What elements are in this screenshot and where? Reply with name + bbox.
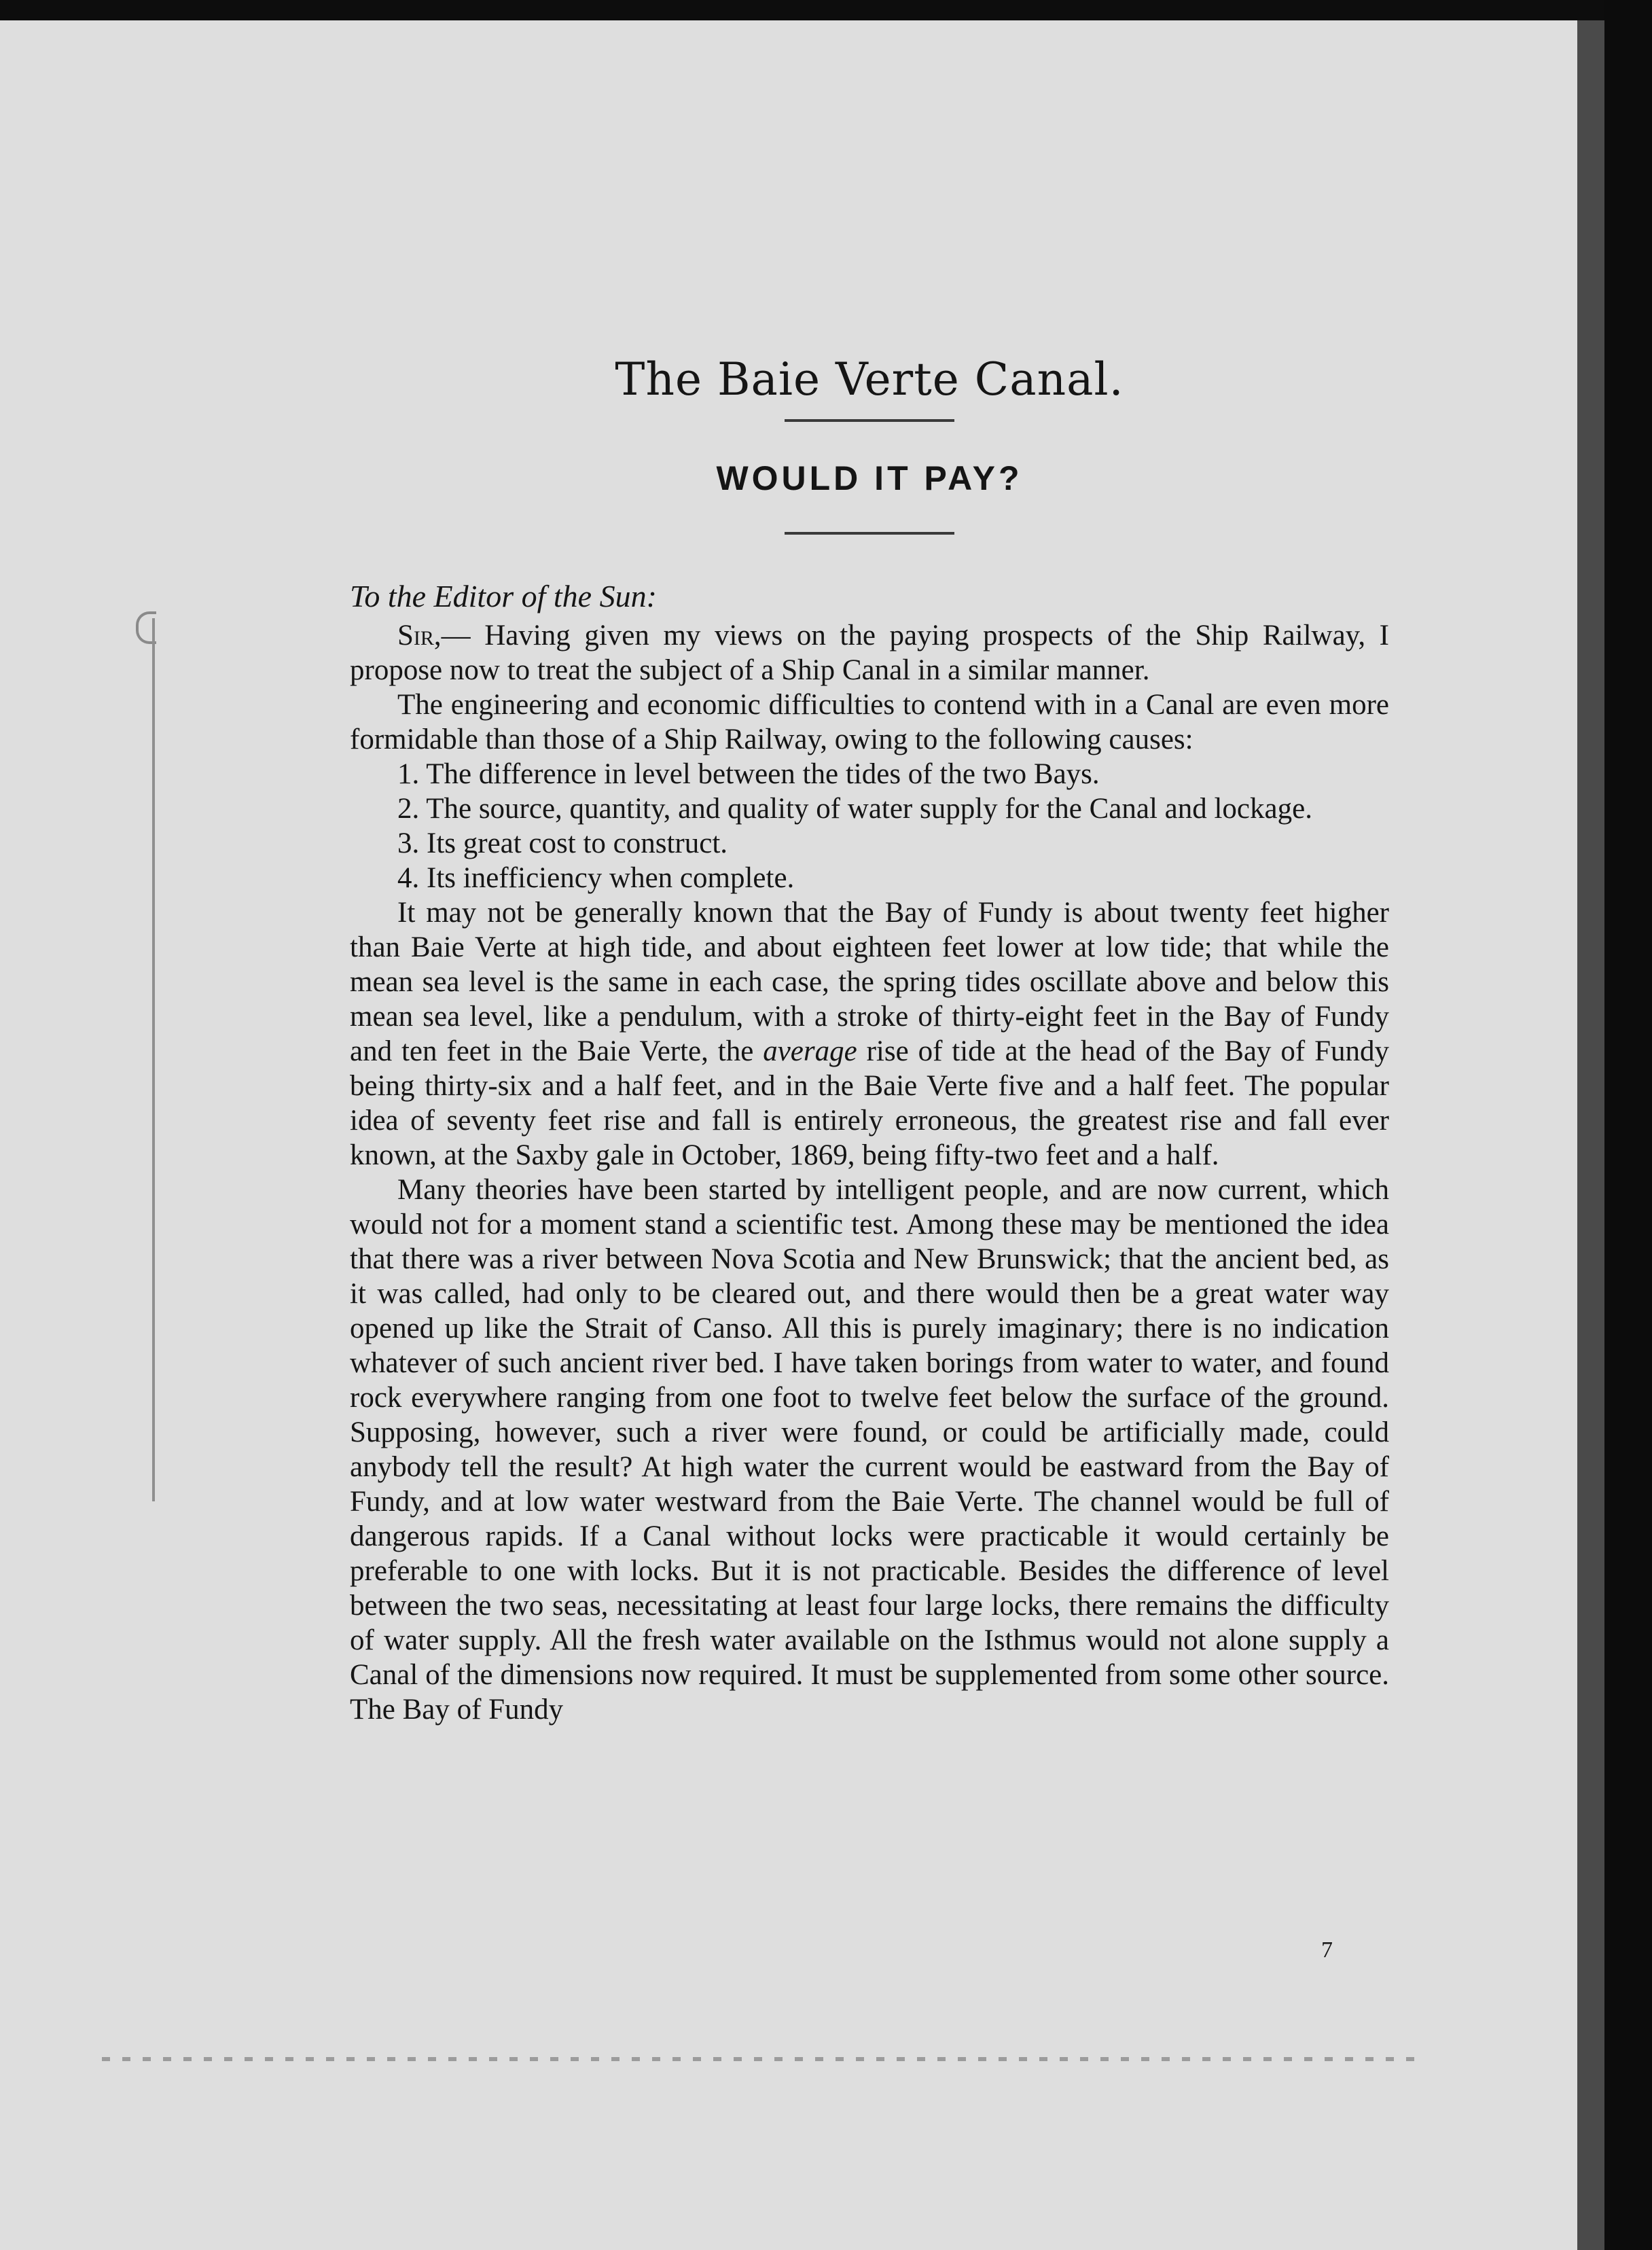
article-body xyxy=(350,353,1389,1727)
title-rule xyxy=(785,419,954,422)
tides-text-after: rise of tide at the head of the Bay of Fundy being thirty-six and a half feet, and in the Baie Verte five and a half feet. The popular idea of seventy feet rise and fall is entirely erroneous, the greatest rise and fall ever known, at the Saxby gale in October, 1869, being fifty-two feet and a half. xyxy=(350,1035,1389,1171)
scan-right-border xyxy=(1604,0,1652,2250)
tides-emphasis: average xyxy=(763,1035,857,1067)
subtitle-rule xyxy=(785,532,954,535)
scan-artifact-line xyxy=(102,2057,1426,2061)
article-title: The Baie Verte Canal. xyxy=(615,353,1124,406)
cause-item-4: 4. Its inefficiency when complete. xyxy=(397,862,795,894)
binding-thread xyxy=(152,618,155,1501)
page-edge-shadow xyxy=(1577,20,1604,2250)
paragraph-tides xyxy=(350,895,1389,1173)
paragraph-causes-intro: The engineering and economic difficulties to contend with in a Canal are even more formidable than those of a Ship Railway, owing to the following causes: xyxy=(350,689,1389,755)
cause-item-3: 3. Its great cost to construct. xyxy=(397,827,728,859)
salutation: To the Editor of the Sun: xyxy=(350,579,657,613)
article-subtitle: WOULD IT PAY? xyxy=(716,459,1023,497)
opening-text: — Having given my views on the paying prospects of the Ship Railway, I propose now to treat the subject of a Ship Canal in a similar manner. xyxy=(350,620,1389,686)
page-number: 7 xyxy=(1321,1938,1333,1963)
tides-text-before: It may not be generally known that the Bay of Fundy is about twenty feet higher than Baie Verte at high tide, and about eighteen feet lower at low tide; that while the mean sea level is the same in each case, the spring tides oscillate above and below this mean sea level, like a pendulum, with a stroke of thirty-eight feet in the Bay of Fundy and ten feet in the Baie Verte, the xyxy=(350,897,1389,1067)
salutation-sir: Sir, xyxy=(397,620,442,651)
opening-paragraph xyxy=(350,618,1389,688)
scan-top-border xyxy=(0,0,1652,20)
paragraph-theories: Many theories have been started by intelligent people, and are now current, which would not for a moment stand a scientific test. Among these may be mentioned the idea that there was a river between Nova Scotia and New Brunswick; that the ancient bed, as it was called, had only to be cleared out, and there would then be a great water way opened up like the Strait of Canso. All this is purely imaginary; there is no indication whatever of such ancient river bed. I have taken borings from water to water, and found rock everywhere ranging from one foot to twelve feet below the surface of the ground. Supposing, however, such a river were found, or could be artificially made, could anybody tell the result? At high water the current would be eastward from the Bay of Fundy, and at low water westward from the Baie Verte. The channel would be full of dangerous rapids. If a Canal without locks were practicable it would certainly be preferable to one with locks. But it is not practicable. Besides the difference of level between the two seas, necessitating at least four large locks, there remains the difficulty of water supply. All the fresh water available on the Isthmus would not alone supply a Canal of the dimensions now required. It must be supplemented from some other source. The Bay of Fundy xyxy=(350,1174,1389,1726)
cause-item-1: 1. The difference in level between the tides of the two Bays. xyxy=(397,758,1100,790)
cause-item-2: 2. The source, quantity, and quality of water supply for the Canal and lockage. xyxy=(397,793,1312,825)
document-page xyxy=(0,20,1577,2250)
